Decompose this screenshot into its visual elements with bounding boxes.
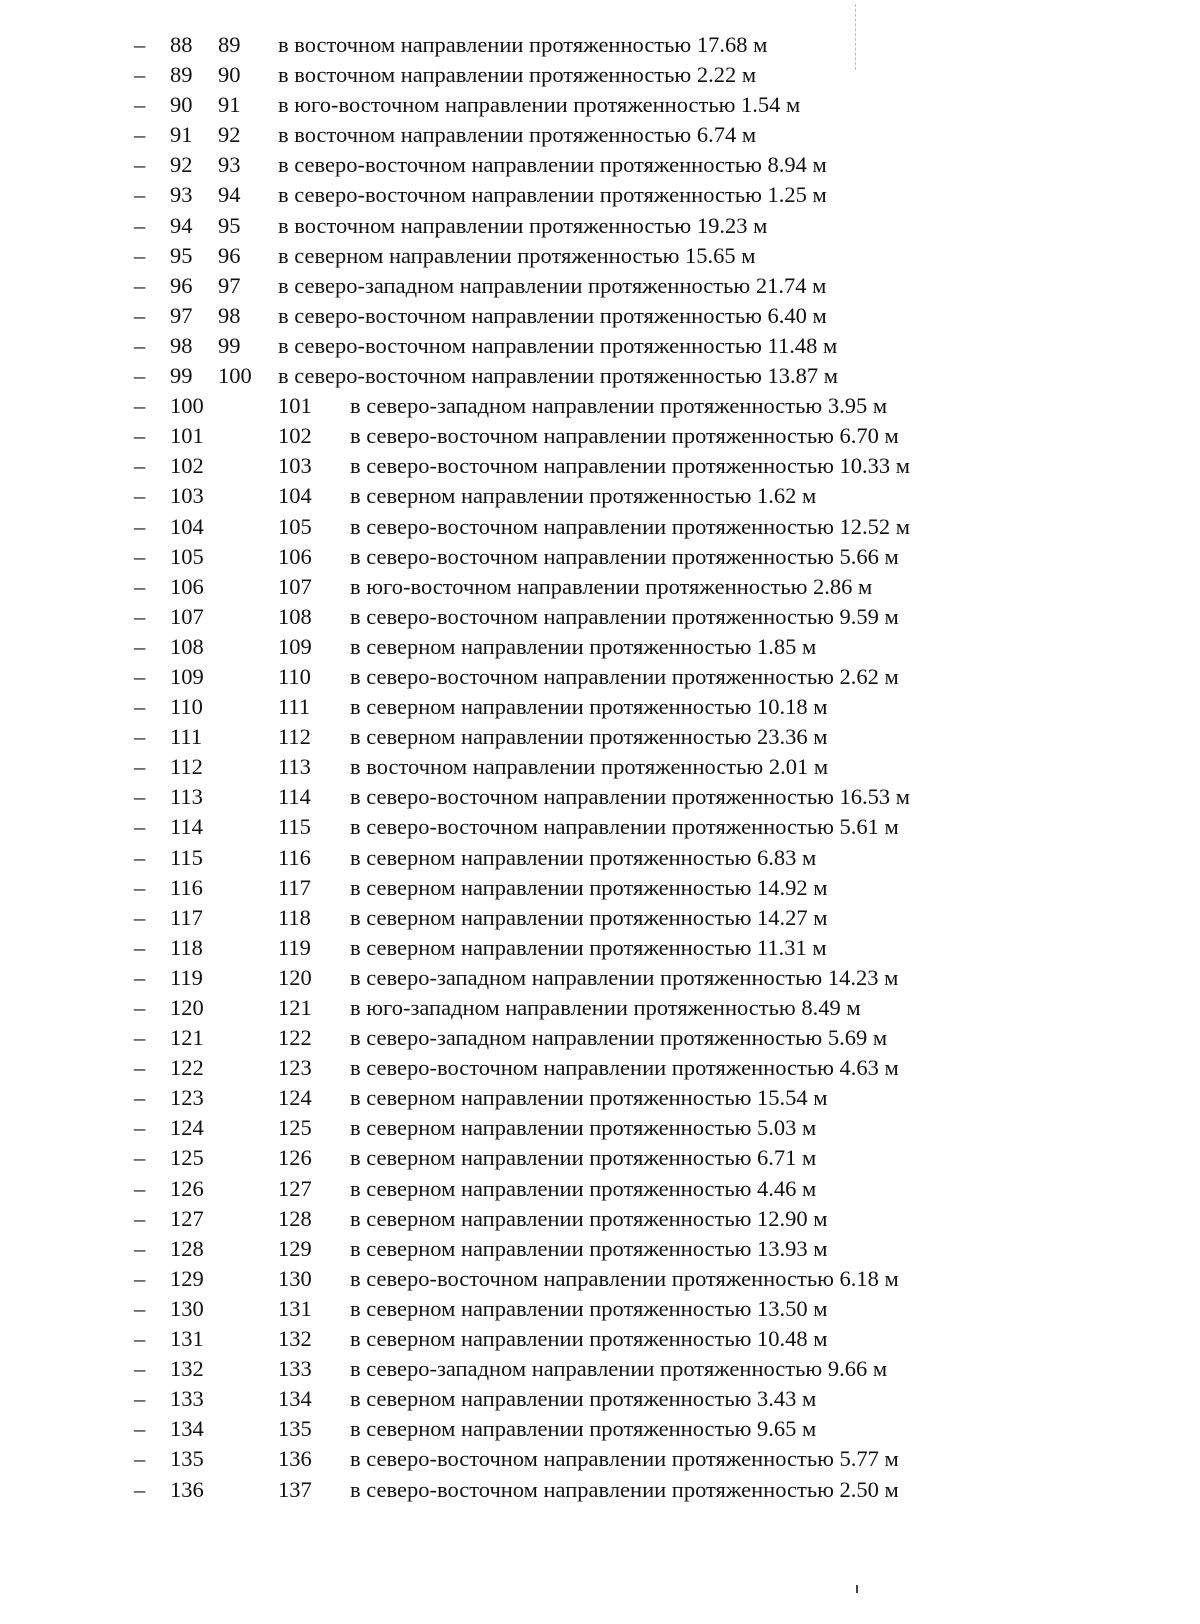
point-from: 89: [170, 62, 193, 88]
segment-description: в северо-восточном направлении протяженностью 12.52 м: [350, 513, 911, 539]
segment-description: в северо-восточном направлении протяженностью 6.70 м: [350, 423, 899, 449]
list-dash: –: [134, 182, 146, 208]
point-from: 110: [170, 694, 203, 720]
point-to: 126: [278, 1145, 312, 1171]
segment-description: в восточном направлении протяженностью 19.23 м: [278, 212, 768, 238]
segment-description: в северо-восточном направлении протяженностью 4.63 м: [350, 1055, 899, 1081]
point-from: 99: [170, 363, 193, 389]
point-to: 99: [218, 332, 241, 358]
segment-row: [0, 180, 1200, 210]
segment-row: [0, 451, 1200, 481]
list-dash: –: [134, 32, 146, 57]
segment-row: [0, 692, 1200, 722]
point-to: 124: [278, 1085, 312, 1111]
list-dash: –: [134, 663, 146, 689]
point-from: 101: [170, 423, 204, 449]
list-dash: –: [134, 1476, 146, 1502]
segment-row: [0, 602, 1200, 632]
list-dash: –: [134, 453, 146, 479]
segment-description: в восточном направлении протяженностью 6.74 м: [278, 122, 757, 148]
point-to: 125: [278, 1115, 312, 1141]
list-dash: –: [134, 844, 146, 870]
list-dash: –: [134, 934, 146, 960]
segment-description: в северном направлении протяженностью 6.71 м: [350, 1145, 817, 1171]
point-from: 95: [170, 242, 193, 268]
segment-row: [0, 542, 1200, 572]
point-to: 95: [218, 212, 241, 238]
segment-row: [0, 331, 1200, 361]
point-from: 120: [170, 995, 204, 1020]
segment-row: [0, 903, 1200, 933]
point-from: 134: [170, 1416, 204, 1442]
point-to: 119: [278, 934, 311, 960]
point-from: 97: [170, 302, 193, 328]
point-to: 123: [278, 1055, 312, 1081]
point-to: 93: [218, 152, 241, 178]
segment-description: в северо-западном направлении протяженностью 14.23 м: [350, 964, 899, 990]
point-to: 102: [278, 423, 312, 449]
segment-description: в северо-западном направлении протяженностью 5.69 м: [350, 1025, 888, 1051]
segment-row: [0, 301, 1200, 331]
point-from: 103: [170, 483, 204, 509]
point-from: 104: [170, 513, 204, 539]
point-from: 105: [170, 543, 204, 569]
segment-row: [0, 90, 1200, 120]
segment-description: в северо-восточном направлении протяженностью 1.25 м: [278, 182, 827, 208]
point-to: 129: [278, 1235, 312, 1261]
list-dash: –: [134, 122, 146, 148]
point-from: 124: [170, 1115, 204, 1141]
list-dash: –: [134, 483, 146, 509]
segment-row: [0, 60, 1200, 90]
point-from: 96: [170, 272, 193, 298]
segment-row: [0, 1414, 1200, 1444]
point-from: 129: [170, 1265, 204, 1291]
point-from: 116: [170, 874, 203, 900]
point-from: 111: [170, 724, 203, 750]
segment-row: [0, 1204, 1200, 1234]
list-dash: –: [134, 1175, 146, 1201]
list-dash: –: [134, 62, 146, 88]
list-dash: –: [134, 694, 146, 720]
list-dash: –: [134, 332, 146, 358]
list-dash: –: [134, 1416, 146, 1442]
segment-description: в северном направлении протяженностью 14.92 м: [350, 874, 828, 900]
list-dash: –: [134, 393, 146, 419]
point-to: 130: [278, 1265, 312, 1291]
segment-description: в юго-западном направлении протяженностью 8.49 м: [350, 995, 861, 1020]
segment-row: [0, 812, 1200, 842]
point-to: 111: [278, 694, 311, 720]
segment-description: в северном направлении протяженностью 15.65 м: [278, 242, 756, 268]
point-from: 92: [170, 152, 193, 178]
segment-description: в северном направлении протяженностью 3.43 м: [350, 1386, 817, 1412]
point-to: 101: [278, 393, 312, 419]
segment-description: в юго-восточном направлении протяженностью 2.86 м: [350, 573, 873, 599]
segment-description: в северо-восточном направлении протяженностью 6.18 м: [350, 1265, 899, 1291]
list-dash: –: [134, 904, 146, 930]
boundary-segment-list: [0, 30, 1200, 1505]
point-to: 117: [278, 874, 311, 900]
segment-row: [0, 1354, 1200, 1384]
segment-description: в северном направлении протяженностью 6.83 м: [350, 844, 817, 870]
segment-row: [0, 1053, 1200, 1083]
segment-row: [0, 722, 1200, 752]
list-dash: –: [134, 964, 146, 990]
segment-row: [0, 150, 1200, 180]
point-from: 90: [170, 92, 193, 118]
segment-row: [0, 1113, 1200, 1143]
point-from: 131: [170, 1326, 204, 1352]
segment-row: [0, 662, 1200, 692]
list-dash: –: [134, 1205, 146, 1231]
point-from: 118: [170, 934, 203, 960]
segment-description: в восточном направлении протяженностью 2.01 м: [350, 754, 829, 780]
list-dash: –: [134, 1115, 146, 1141]
segment-row: [0, 512, 1200, 542]
segment-description: в северном направлении протяженностью 10.48 м: [350, 1326, 828, 1352]
list-dash: –: [134, 814, 146, 840]
point-from: 128: [170, 1235, 204, 1261]
point-from: 135: [170, 1446, 204, 1472]
list-dash: –: [134, 242, 146, 268]
segment-description: в северном направлении протяженностью 10.18 м: [350, 694, 828, 720]
point-to: 134: [278, 1386, 312, 1412]
list-dash: –: [134, 995, 146, 1020]
list-dash: –: [134, 1085, 146, 1111]
segment-description: в юго-восточном направлении протяженностью 1.54 м: [278, 92, 801, 118]
list-dash: –: [134, 543, 146, 569]
scan-artifact-mark: [856, 1585, 858, 1593]
list-dash: –: [134, 874, 146, 900]
point-from: 106: [170, 573, 204, 599]
segment-row: [0, 361, 1200, 391]
point-to: 135: [278, 1416, 312, 1442]
segment-row: [0, 1444, 1200, 1474]
segment-description: в северо-восточном направлении протяженностью 2.62 м: [350, 663, 899, 689]
segment-row: [0, 752, 1200, 782]
segment-row: [0, 1324, 1200, 1354]
list-dash: –: [134, 633, 146, 659]
segment-description: в северо-восточном направлении протяженностью 5.77 м: [350, 1446, 899, 1472]
list-dash: –: [134, 212, 146, 238]
point-from: 98: [170, 332, 193, 358]
point-to: 131: [278, 1295, 312, 1321]
point-to: 90: [218, 62, 241, 88]
list-dash: –: [134, 724, 146, 750]
segment-row: [0, 1234, 1200, 1264]
point-to: 100: [218, 363, 252, 389]
segment-description: в северо-восточном направлении протяженностью 11.48 м: [278, 332, 838, 358]
segment-description: в северо-восточном направлении протяженностью 5.61 м: [350, 814, 899, 840]
point-to: 103: [278, 453, 312, 479]
segment-description: в северо-восточном направлении протяженностью 9.59 м: [350, 603, 899, 629]
list-dash: –: [134, 363, 146, 389]
point-from: 108: [170, 633, 204, 659]
point-to: 107: [278, 573, 312, 599]
point-from: 113: [170, 784, 203, 810]
segment-row: [0, 421, 1200, 451]
point-from: 126: [170, 1175, 204, 1201]
list-dash: –: [134, 1265, 146, 1291]
segment-row: [0, 993, 1200, 1023]
point-from: 88: [170, 32, 193, 57]
point-from: 121: [170, 1025, 204, 1051]
list-dash: –: [134, 784, 146, 810]
point-to: 120: [278, 964, 312, 990]
point-from: 119: [170, 964, 203, 990]
point-to: 92: [218, 122, 241, 148]
point-from: 93: [170, 182, 193, 208]
point-to: 133: [278, 1356, 312, 1382]
segment-description: в северо-восточном направлении протяженностью 2.50 м: [350, 1476, 899, 1502]
segment-row: [0, 211, 1200, 241]
segment-row: [0, 481, 1200, 511]
point-to: 94: [218, 182, 241, 208]
point-from: 122: [170, 1055, 204, 1081]
point-to: 112: [278, 724, 311, 750]
segment-description: в северном направлении протяженностью 9.65 м: [350, 1416, 817, 1442]
point-to: 122: [278, 1025, 312, 1051]
point-from: 102: [170, 453, 204, 479]
segment-description: в северном направлении протяженностью 14.27 м: [350, 904, 828, 930]
segment-description: в северном направлении протяженностью 13.50 м: [350, 1295, 828, 1321]
segment-description: в северо-восточном направлении протяженностью 16.53 м: [350, 784, 911, 810]
list-dash: –: [134, 754, 146, 780]
point-to: 132: [278, 1326, 312, 1352]
segment-row: [0, 632, 1200, 662]
segment-description: в северо-восточном направлении протяженностью 13.87 м: [278, 363, 839, 389]
point-to: 137: [278, 1476, 312, 1502]
segment-row: [0, 1174, 1200, 1204]
list-dash: –: [134, 92, 146, 118]
point-from: 109: [170, 663, 204, 689]
segment-description: в северном направлении протяженностью 15.54 м: [350, 1085, 828, 1111]
segment-row: [0, 30, 1200, 60]
point-to: 109: [278, 633, 312, 659]
list-dash: –: [134, 152, 146, 178]
point-to: 118: [278, 904, 311, 930]
segment-row: [0, 1083, 1200, 1113]
segment-row: [0, 271, 1200, 301]
segment-description: в северном направлении протяженностью 13.93 м: [350, 1235, 828, 1261]
segment-row: [0, 782, 1200, 812]
point-to: 106: [278, 543, 312, 569]
point-to: 108: [278, 603, 312, 629]
point-from: 114: [170, 814, 203, 840]
list-dash: –: [134, 302, 146, 328]
segment-row: [0, 963, 1200, 993]
segment-row: [0, 1384, 1200, 1414]
point-to: 121: [278, 995, 312, 1020]
point-to: 127: [278, 1175, 312, 1201]
segment-description: в северном направлении протяженностью 23.36 м: [350, 724, 828, 750]
point-to: 105: [278, 513, 312, 539]
segment-row: [0, 1023, 1200, 1053]
segment-description: в северо-западном направлении протяженностью 3.95 м: [350, 393, 888, 419]
point-from: 130: [170, 1295, 204, 1321]
segment-description: в северном направлении протяженностью 1.85 м: [350, 633, 817, 659]
list-dash: –: [134, 1326, 146, 1352]
segment-description: в северо-западном направлении протяженностью 9.66 м: [350, 1356, 888, 1382]
point-from: 136: [170, 1476, 204, 1502]
segment-description: в северном направлении протяженностью 12.90 м: [350, 1205, 828, 1231]
list-dash: –: [134, 513, 146, 539]
segment-row: [0, 1475, 1200, 1505]
point-to: 97: [218, 272, 241, 298]
point-from: 133: [170, 1386, 204, 1412]
point-to: 96: [218, 242, 241, 268]
point-to: 110: [278, 663, 311, 689]
point-to: 114: [278, 784, 311, 810]
segment-description: в восточном направлении протяженностью 17.68 м: [278, 32, 768, 57]
point-to: 128: [278, 1205, 312, 1231]
point-from: 123: [170, 1085, 204, 1111]
segment-description: в северном направлении протяженностью 1.62 м: [350, 483, 817, 509]
list-dash: –: [134, 603, 146, 629]
list-dash: –: [134, 1356, 146, 1382]
point-to: 98: [218, 302, 241, 328]
segment-row: [0, 391, 1200, 421]
point-from: 94: [170, 212, 193, 238]
list-dash: –: [134, 573, 146, 599]
segment-description: в северо-восточном направлении протяженностью 5.66 м: [350, 543, 899, 569]
point-from: 117: [170, 904, 203, 930]
list-dash: –: [134, 1386, 146, 1412]
point-to: 136: [278, 1446, 312, 1472]
segment-row: [0, 933, 1200, 963]
list-dash: –: [134, 1235, 146, 1261]
list-dash: –: [134, 272, 146, 298]
point-to: 115: [278, 814, 311, 840]
point-from: 127: [170, 1205, 204, 1231]
list-dash: –: [134, 1145, 146, 1171]
segment-description: в северном направлении протяженностью 4.46 м: [350, 1175, 817, 1201]
segment-row: [0, 120, 1200, 150]
segment-row: [0, 572, 1200, 602]
segment-row: [0, 1143, 1200, 1173]
list-dash: –: [134, 1055, 146, 1081]
point-to: 113: [278, 754, 311, 780]
segment-row: [0, 1294, 1200, 1324]
segment-row: [0, 873, 1200, 903]
point-to: 116: [278, 844, 311, 870]
segment-description: в северо-восточном направлении протяженностью 10.33 м: [350, 453, 911, 479]
segment-description: в северо-западном направлении протяженностью 21.74 м: [278, 272, 827, 298]
segment-description: в восточном направлении протяженностью 2.22 м: [278, 62, 757, 88]
point-from: 112: [170, 754, 203, 780]
segment-description: в северо-восточном направлении протяженностью 6.40 м: [278, 302, 827, 328]
list-dash: –: [134, 423, 146, 449]
point-from: 132: [170, 1356, 204, 1382]
list-dash: –: [134, 1446, 146, 1472]
point-from: 91: [170, 122, 193, 148]
list-dash: –: [134, 1295, 146, 1321]
segment-row: [0, 1264, 1200, 1294]
segment-description: в северном направлении протяженностью 5.03 м: [350, 1115, 817, 1141]
list-dash: –: [134, 1025, 146, 1051]
point-from: 125: [170, 1145, 204, 1171]
segment-description: в северо-восточном направлении протяженностью 8.94 м: [278, 152, 827, 178]
segment-row: [0, 843, 1200, 873]
point-to: 91: [218, 92, 241, 118]
segment-row: [0, 241, 1200, 271]
point-from: 100: [170, 393, 204, 419]
segment-description: в северном направлении протяженностью 11.31 м: [350, 934, 827, 960]
point-to: 89: [218, 32, 241, 57]
point-to: 104: [278, 483, 312, 509]
point-from: 107: [170, 603, 204, 629]
point-from: 115: [170, 844, 203, 870]
